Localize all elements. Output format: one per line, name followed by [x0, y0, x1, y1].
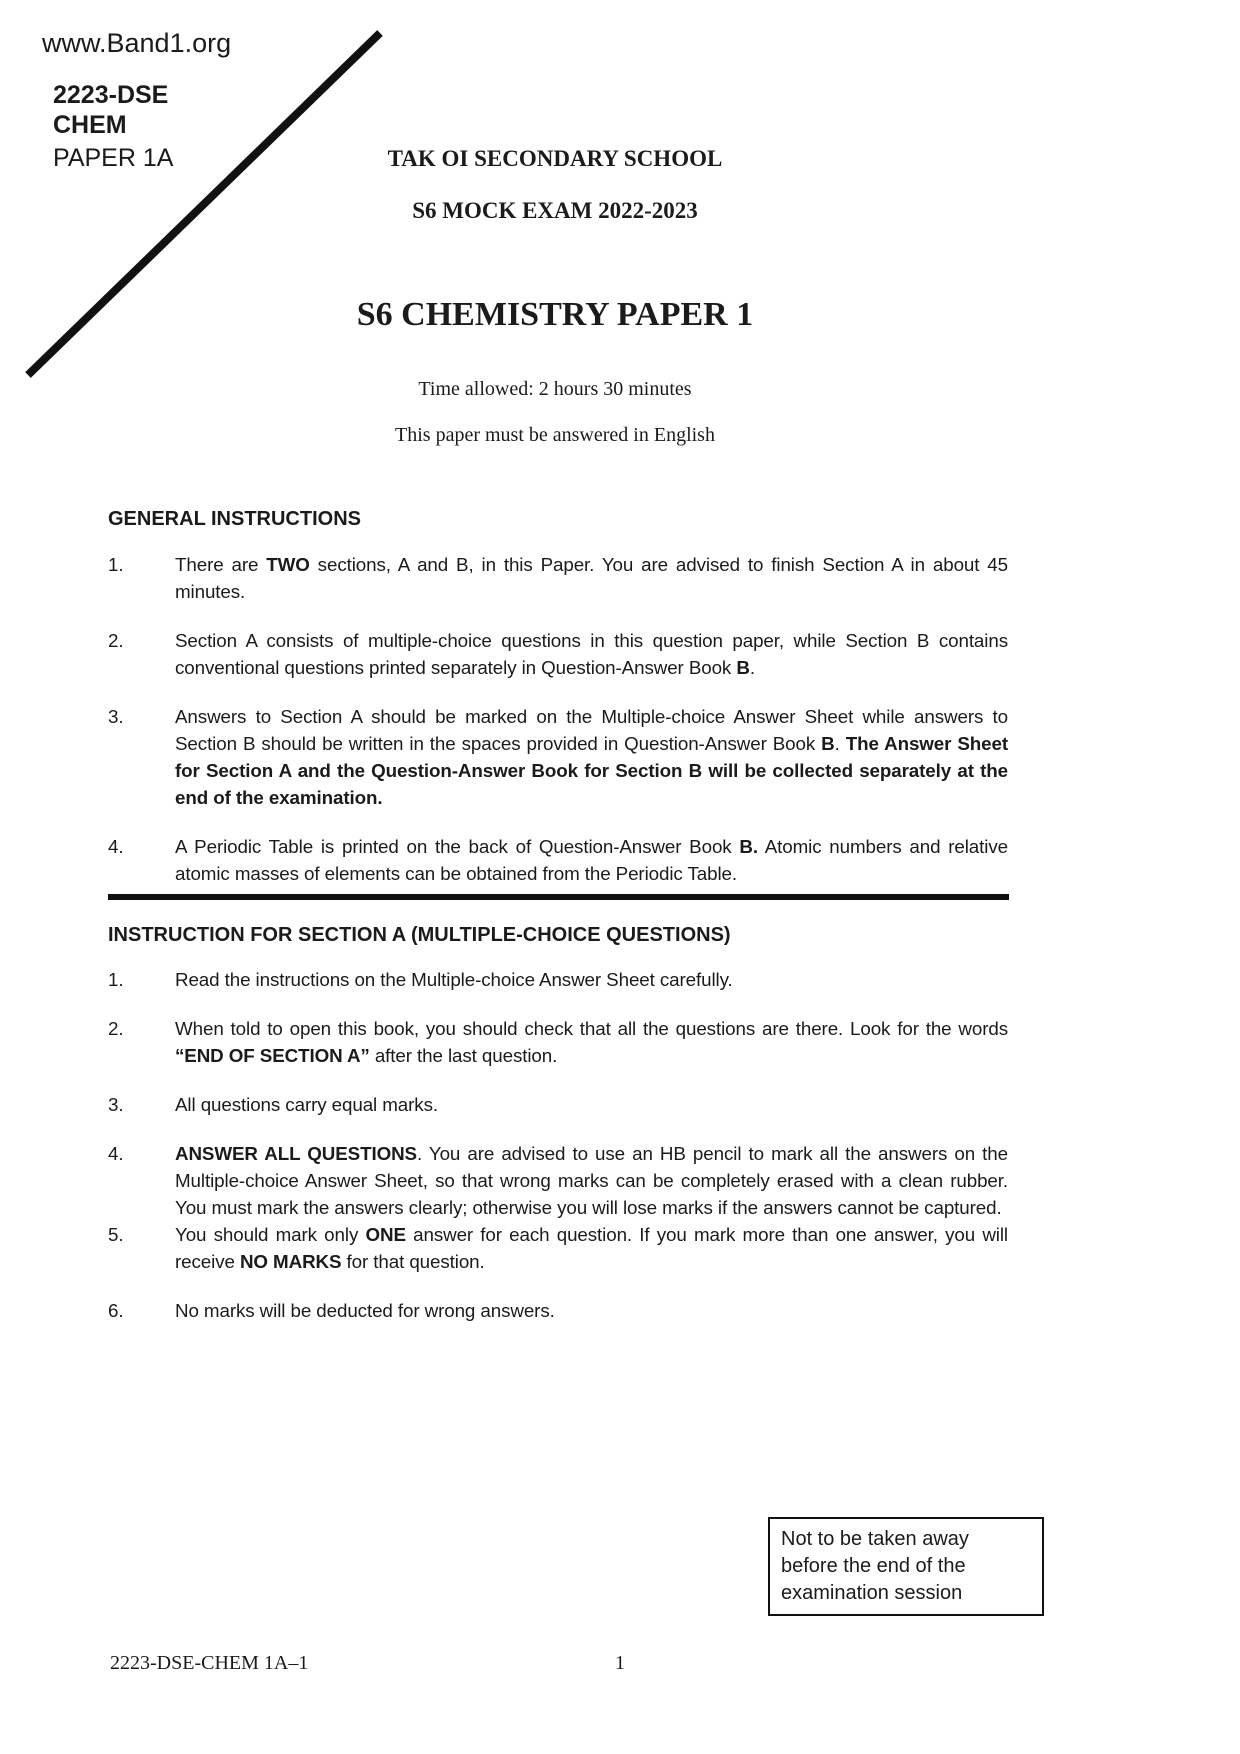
item-text: All questions carry equal marks.	[175, 1094, 438, 1115]
item-number: 5.	[108, 1224, 124, 1245]
notice-box	[768, 1517, 1044, 1616]
item-text: Section A consists of multiple-choice questions in this question paper, while Section B contains conventional questions printed separately in Question-Answer Book B.	[175, 630, 1008, 678]
instruction-item	[108, 551, 1010, 605]
instruction-item	[108, 1015, 1010, 1069]
item-text: No marks will be deducted for wrong answers.	[175, 1300, 555, 1321]
item-number: 2.	[108, 1018, 124, 1039]
item-number: 1.	[108, 554, 124, 575]
time-allowed-note: Time allowed: 2 hours 30 minutes	[418, 378, 692, 400]
instruction-item	[108, 1091, 1010, 1118]
instruction-item	[108, 1297, 1010, 1324]
instruction-item	[108, 703, 1010, 811]
item-text: When told to open this book, you should check that all the questions are there. Look for the words “END OF SECTION A” after the last question.	[175, 1018, 1008, 1066]
item-number: 1.	[108, 969, 124, 990]
language-note: This paper must be answered in English	[395, 424, 715, 446]
item-number: 4.	[108, 836, 124, 857]
general-instructions-heading: GENERAL INSTRUCTIONS	[108, 508, 361, 530]
paper-label: PAPER 1A	[53, 144, 174, 172]
item-text: Read the instructions on the Multiple-choice Answer Sheet carefully.	[175, 969, 733, 990]
section-divider-rule	[108, 894, 1009, 900]
paper-code	[53, 80, 168, 140]
item-text: There are TWO sections, A and B, in this Paper. You are advised to finish Section A in about 45 minutes.	[175, 554, 1008, 602]
item-number: 2.	[108, 630, 124, 651]
school-name: TAK OI SECONDARY SCHOOL	[387, 146, 723, 171]
item-number: 3.	[108, 706, 124, 727]
section-a-instructions-list	[108, 966, 1010, 1324]
item-number: 4.	[108, 1143, 124, 1164]
exam-title: S6 MOCK EXAM 2022-2023	[412, 198, 698, 223]
item-number: 3.	[108, 1094, 124, 1115]
item-text: A Periodic Table is printed on the back of Question-Answer Book B. Atomic numbers and relative atomic masses of elements can be obtained from the Periodic Table.	[175, 836, 1008, 884]
footer-paper-code: 2223-DSE-CHEM 1A–1	[110, 1652, 309, 1674]
paper-code-line1: 2223-DSE	[53, 81, 169, 109]
instruction-item	[108, 1140, 1010, 1221]
item-number: 6.	[108, 1300, 124, 1321]
general-instructions-list	[108, 551, 1010, 887]
item-text: Answers to Section A should be marked on the Multiple-choice Answer Sheet while answers to Section B should be written in the spaces provided in Question-Answer Book B. The Answer Sheet for Section A and the Question-Answer Book for Section B will be collected separately at the end of the examination.	[175, 706, 1008, 808]
paper-title: S6 CHEMISTRY PAPER 1	[356, 296, 754, 333]
paper-code-line2: CHEM	[53, 111, 127, 139]
section-a-heading: INSTRUCTION FOR SECTION A (MULTIPLE-CHOICE QUESTIONS)	[108, 924, 731, 946]
instruction-item	[108, 627, 1010, 681]
instruction-item	[108, 833, 1010, 887]
watermark-url: www.Band1.org	[42, 28, 232, 58]
notice-text: Not to be taken away before the end of the examination session	[781, 1528, 969, 1604]
instruction-item	[108, 1221, 1010, 1275]
item-text: You should mark only ONE answer for each question. If you mark more than one answer, you will receive NO MARKS for that question.	[175, 1224, 1008, 1272]
item-text: ANSWER ALL QUESTIONS. You are advised to use an HB pencil to mark all the answers on the Multiple-choice Answer Sheet, so that wrong marks can be completely erased with a clean rubber. You must mark the answers clearly; otherwise you will lose marks if the answers cannot be captured.	[175, 1143, 1008, 1218]
page-number: 1	[615, 1652, 625, 1674]
instruction-item	[108, 966, 1010, 993]
